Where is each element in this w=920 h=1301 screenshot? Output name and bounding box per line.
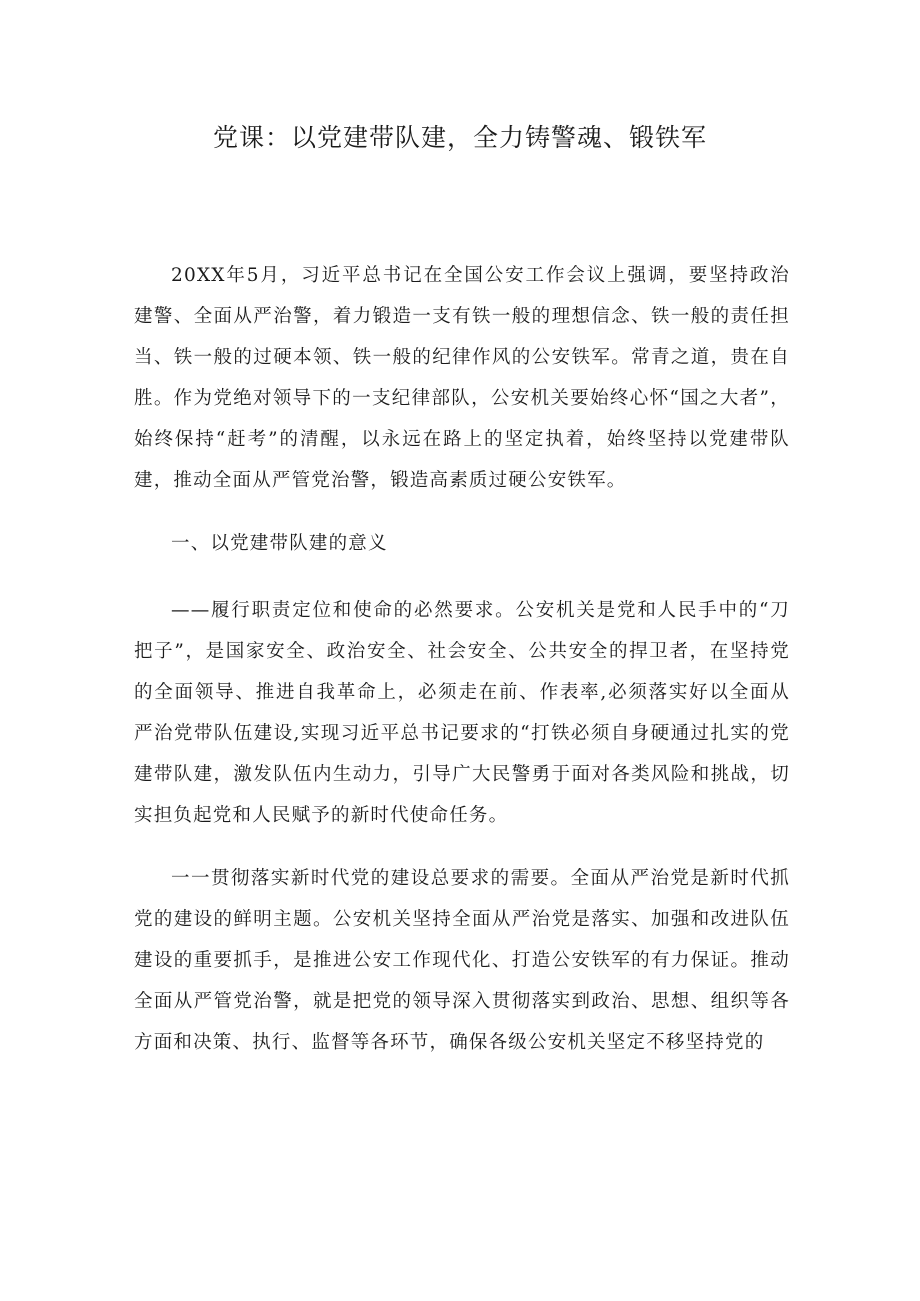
document-title: 党课：以党建带队建，全力铸警魂、锻铁军 [212,123,707,152]
section-paragraph-2: 一一贯彻落实新时代党的建设总要求的需要。全面从严治党是新时代抓党的建设的鲜明主题。公安机关坚持全面从严治党是落实、加强和改进队伍建设的重要抓手，是推进公安工作现代化、打造公安铁军的有力保证。推动全面从严管党治警，就是把党的领导深入贯彻落实到政治、思想、组织等各方面和决策、执行、监督等各环节，确保各级公安机关坚定不移坚持党的 [134,868,790,1053]
section-paragraph-1: ——履行职责定位和使命的必然要求。公安机关是党和人民手中的“刀把子”，是国家安全、政治安全、社会安全、公共安全的捍卫者，在坚持党的全面领导、推进自我革命上，必须走在前、作表率,必须落实好以全面从严治党带队伍建设,实现习近平总书记要求的“打铁必须自身硬通过扎实的党建带队建，激发队伍内生动力，引导广大民警勇于面对各类风险和挑战，切实担负起党和人民赋予的新时代使命任务。 [134,600,790,826]
section-heading: 一、以党建带队建的意义 [171,533,388,554]
intro-paragraph: 20XX年5月，习近平总书记在全国公安工作会议上强调，要坚持政治建警、全面从严治警，着力锻造一支有铁一般的理想信念、铁一般的责任担当、铁一般的过硬本领、铁一般的纪律作风的公安铁军。常青之道，贵在自胜。作为党绝对领导下的一支纪律部队，公安机关要始终心怀“国之大者”，始终保持“赶考”的清醒，以永远在路上的坚定执着，始终坚持以党建带队建，推动全面从严管党治警，锻造高素质过硬公安铁军。 [134,265,790,491]
document-body [134,255,790,1085]
